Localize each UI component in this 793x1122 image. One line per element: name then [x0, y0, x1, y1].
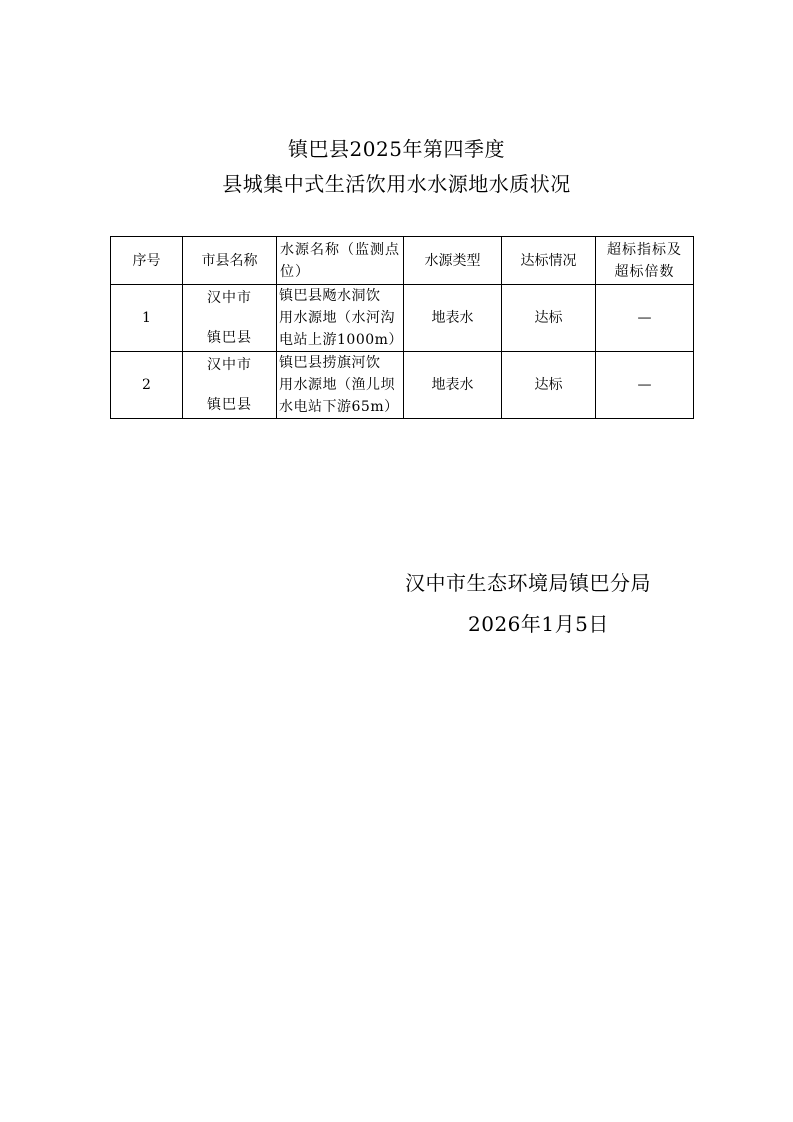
- header-seq: 序号: [111, 237, 183, 285]
- cell-exceed: —: [596, 285, 694, 352]
- cell-source-name: [277, 352, 404, 419]
- cell-source-line3: 电站上游1000m）: [279, 332, 403, 348]
- header-exceed: [596, 237, 694, 285]
- table-row: [111, 352, 694, 419]
- water-quality-table: [110, 236, 694, 419]
- cell-source-type: 地表水: [404, 352, 502, 419]
- cell-source-line1: 镇巴县捞旗河饮: [279, 355, 381, 371]
- document-title-line2: 县城集中式生活饮用水水源地水质状况: [222, 172, 571, 196]
- header-source-type: 水源类型: [404, 237, 502, 285]
- table-row: [111, 285, 694, 352]
- header-exceed-line1: 超标指标及: [607, 241, 682, 258]
- cell-status: 达标: [502, 285, 596, 352]
- header-city: 市县名称: [183, 237, 277, 285]
- table-header-row: [111, 237, 694, 285]
- cell-seq: 1: [111, 285, 183, 352]
- issue-date: 2026年1月5日: [468, 612, 609, 636]
- cell-source-line3: 水电站下游65m）: [279, 399, 399, 415]
- cell-seq: 2: [111, 352, 183, 419]
- cell-city-line1: 汉中市: [207, 357, 252, 373]
- cell-city-line2: 镇巴县: [207, 330, 252, 346]
- cell-exceed: —: [596, 352, 694, 419]
- cell-source-line1: 镇巴县飏水洞饮: [279, 288, 381, 304]
- cell-city: [183, 352, 277, 419]
- header-status: 达标情况: [502, 237, 596, 285]
- header-source-name: [277, 237, 404, 285]
- issuing-organization: 汉中市生态环境局镇巴分局: [405, 571, 651, 595]
- cell-city: [183, 285, 277, 352]
- header-exceed-line2: 超标倍数: [614, 263, 675, 280]
- cell-city-line2: 镇巴县: [207, 397, 252, 413]
- cell-source-line2: 用水源地（渔儿坝: [279, 377, 395, 393]
- header-source-name-line1: 水源名称（监测点: [280, 241, 400, 258]
- cell-source-line2: 用水源地（水河沟: [279, 310, 395, 326]
- header-source-name-line2: 位）: [280, 263, 310, 280]
- document-title-line1: 镇巴县2025年第四季度: [288, 137, 505, 161]
- cell-source-name: [277, 285, 404, 352]
- cell-source-type: 地表水: [404, 285, 502, 352]
- cell-city-line1: 汉中市: [207, 290, 252, 306]
- cell-status: 达标: [502, 352, 596, 419]
